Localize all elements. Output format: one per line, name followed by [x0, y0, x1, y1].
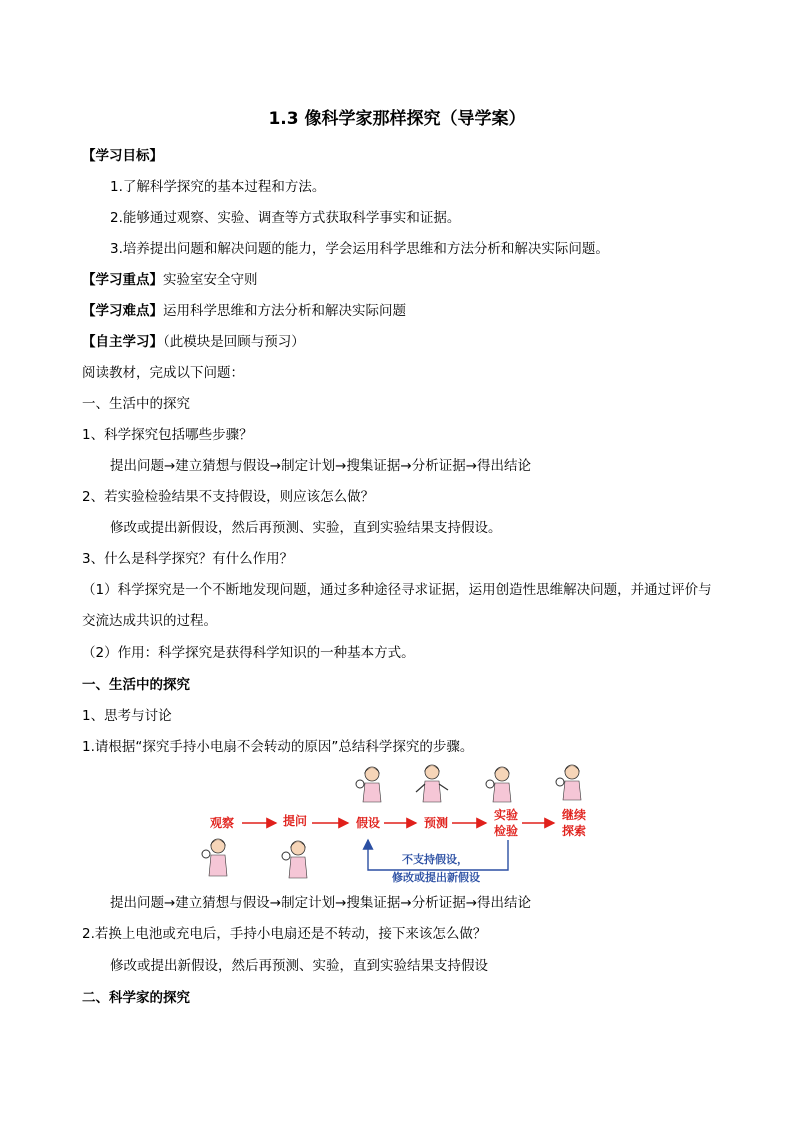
question-1: 1、科学探究包括哪些步骤？: [82, 427, 253, 443]
step-experiment: 实验: [494, 808, 519, 822]
answer-3-part-2: （2）作用：科学探究是获得科学知识的一种基本方式。: [82, 645, 415, 661]
person-figure-icon: [416, 765, 448, 802]
self-study-row: [82, 332, 305, 352]
self-study-label: 【自主学习】: [82, 334, 163, 350]
step-verify: 检验: [494, 824, 519, 838]
answer-1: 提出问题→建立猜想与假设→制定计划→搜集证据→分析证据→得出结论: [110, 458, 532, 474]
key-point-text: 实验室安全守则: [163, 272, 258, 288]
objectives-heading: 【学习目标】: [82, 148, 163, 164]
question-2: 2、若实验检验结果不支持假设，则应该怎么做？: [82, 489, 375, 505]
inquiry-process-diagram: [190, 760, 610, 890]
person-figure-icon: [556, 765, 581, 800]
step-predict: 预测: [424, 816, 449, 830]
objective-item-3: 3.培养提出问题和解决问题的能力，学会运用科学思维和方法分析和解决实际问题。: [110, 241, 609, 257]
discuss-question-2: 2.若换上电池或充电后，手持小电扇还是不转动，接下来该怎么做？: [82, 926, 487, 942]
feedback-text-1: 不支持假设，: [402, 853, 468, 866]
difficulty-row: [82, 301, 406, 321]
difficulty-label: 【学习难点】: [82, 303, 163, 319]
discuss-title: 1、思考与讨论: [82, 708, 172, 724]
step-hypothesis: 假设: [356, 816, 381, 830]
objective-item-1: 1.了解科学探究的基本过程和方法。: [110, 179, 326, 195]
difficulty-text: 运用科学思维和方法分析和解决实际问题: [163, 303, 406, 319]
intro-text: 阅读教材，完成以下问题：: [82, 365, 244, 381]
objective-item-2: 2.能够通过观察、实验、调查等方式获取科学事实和证据。: [110, 210, 461, 226]
step-question: 提问: [283, 814, 308, 828]
section1b-title: 一、生活中的探究: [82, 677, 190, 693]
discuss-answer-1: 提出问题→建立猜想与假设→制定计划→搜集证据→分析证据→得出结论: [110, 895, 532, 911]
answer-3-part-1: （1）科学探究是一个不断地发现问题，通过多种途径寻求证据，运用创造性思维解决问题，并通过评价与交流达成共识的过程。: [82, 582, 712, 629]
feedback-text-2: 修改或提出新假设: [392, 871, 480, 884]
person-figure-icon: [202, 839, 227, 876]
question-3: 3、什么是科学探究？有什么作用？: [82, 551, 294, 567]
step-continue: 继续: [562, 808, 587, 822]
page-title: 1.3 像科学家那样探究（导学案）: [268, 109, 526, 129]
key-point-label: 【学习重点】: [82, 272, 163, 288]
self-study-note: （此模块是回顾与预习）: [163, 334, 305, 350]
key-point-row: [82, 270, 258, 290]
section1-title: 一、生活中的探究: [82, 396, 190, 412]
step-observe: 观察: [210, 816, 235, 830]
discuss-question-1: 1.请根据“探究手持小电扇不会转动的原因”总结科学探究的步骤。: [82, 739, 474, 755]
person-figure-icon: [282, 841, 307, 878]
person-figure-icon: [356, 767, 381, 802]
discuss-answer-2: 修改或提出新假设，然后再预测、实验，直到实验结果支持假设: [110, 958, 488, 974]
answer-2: 修改或提出新假设，然后再预测、实验，直到实验结果支持假设。: [110, 520, 502, 536]
section2-title: 二、科学家的探究: [82, 990, 190, 1006]
person-figure-icon: [486, 767, 511, 802]
step-explore: 探索: [562, 824, 587, 838]
